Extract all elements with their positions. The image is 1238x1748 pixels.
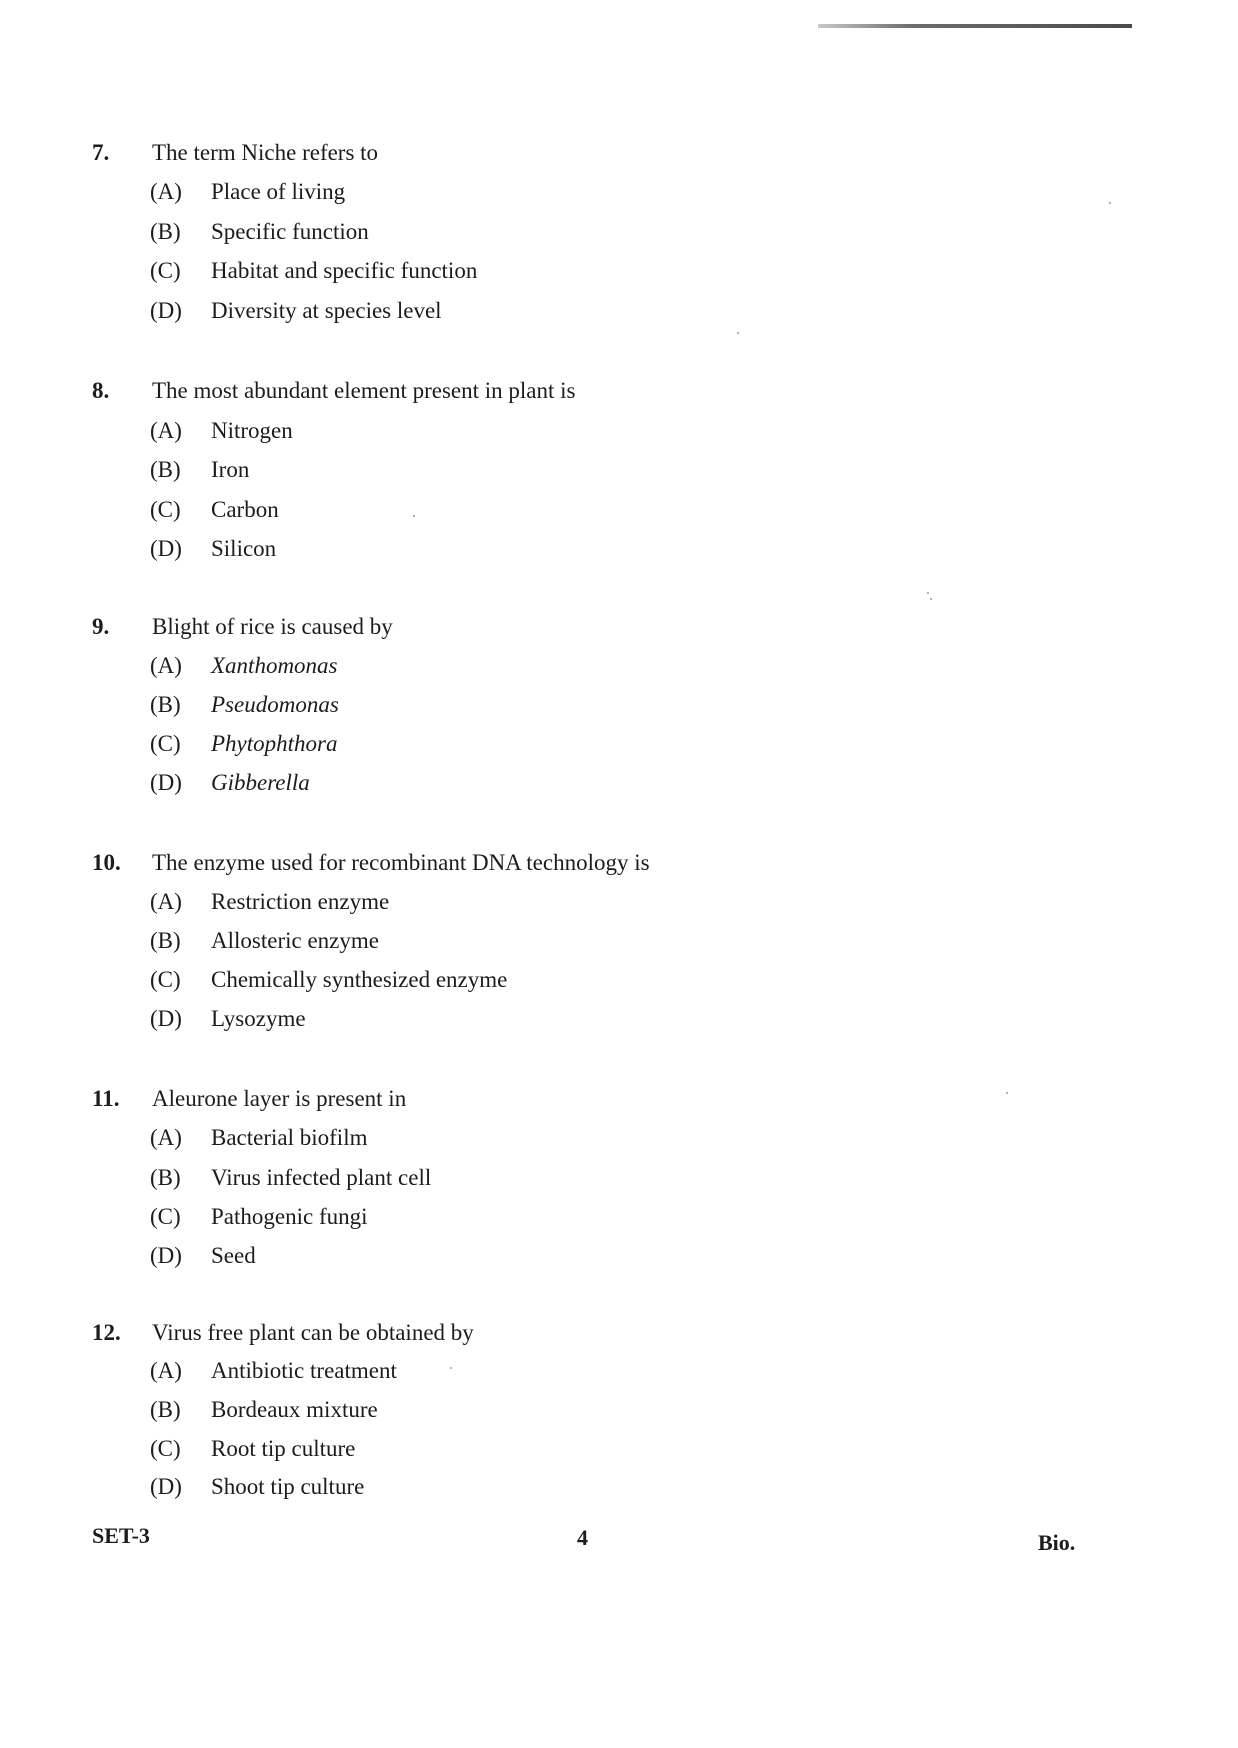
scan-speck (450, 1367, 452, 1369)
option-letter: (D) (150, 298, 182, 323)
option-a (0, 179, 900, 209)
option-text: Pathogenic fungi (211, 1204, 368, 1229)
option-d (0, 1006, 900, 1036)
option-a (0, 653, 900, 683)
option-text: Bacterial biofilm (211, 1125, 368, 1150)
footer-subject: Bio. (1038, 1530, 1076, 1555)
question-text: Blight of rice is caused by (152, 614, 393, 639)
option-letter: (A) (150, 1125, 182, 1150)
footer-page-number: 4 (577, 1525, 588, 1550)
option-b (0, 1165, 900, 1195)
option-letter: (A) (150, 889, 182, 914)
question-text: The term Niche refers to (152, 140, 379, 165)
option-text: Virus infected plant cell (211, 1165, 432, 1190)
option-text: Lysozyme (211, 1006, 306, 1031)
option-text: Shoot tip culture (211, 1474, 365, 1499)
option-text: Pseudomonas (211, 692, 339, 717)
question-number: 11. (92, 1086, 120, 1111)
option-a (0, 889, 900, 919)
option-d (0, 770, 900, 800)
option-letter: (D) (150, 536, 182, 561)
option-letter: (A) (150, 1358, 182, 1383)
scan-speck (930, 598, 932, 600)
scan-speck (1006, 1092, 1008, 1094)
question-number: 8. (92, 378, 110, 403)
option-letter: (D) (150, 1474, 182, 1499)
option-text: Gibberella (211, 770, 310, 795)
option-letter: (B) (150, 457, 181, 482)
option-letter: (C) (150, 497, 181, 522)
option-text: Nitrogen (211, 418, 293, 443)
option-b (0, 1397, 900, 1427)
option-text: Allosteric enzyme (211, 928, 379, 953)
option-letter: (C) (150, 967, 181, 992)
option-text: Iron (211, 457, 250, 482)
option-text: Place of living (211, 179, 346, 204)
option-text: Silicon (211, 536, 277, 561)
option-letter: (D) (150, 770, 182, 795)
option-text: Root tip culture (211, 1436, 356, 1461)
option-text: Phytophthora (211, 731, 338, 756)
question-text: Virus free plant can be obtained by (152, 1320, 474, 1345)
option-text: Specific function (211, 219, 369, 244)
question-number: 10. (92, 850, 121, 875)
option-b (0, 219, 900, 249)
option-c (0, 497, 900, 527)
option-d (0, 1474, 900, 1504)
option-d (0, 1243, 900, 1273)
option-letter: (C) (150, 1436, 181, 1461)
scan-speck (1109, 202, 1111, 204)
option-letter: (B) (150, 219, 181, 244)
scan-speck (737, 332, 739, 334)
option-letter: (A) (150, 418, 182, 443)
footer-set-code: SET-3 (92, 1523, 150, 1548)
option-c (0, 1436, 900, 1466)
option-text: Bordeaux mixture (211, 1397, 378, 1422)
question-text: The most abundant element present in plant is (152, 378, 576, 403)
option-letter: (A) (150, 653, 182, 678)
option-letter: (D) (150, 1006, 182, 1031)
top-rule (818, 24, 1132, 28)
option-text: Carbon (211, 497, 279, 522)
option-text: Diversity at species level (211, 298, 442, 323)
option-text: Chemically synthesized enzyme (211, 967, 508, 992)
option-text: Seed (211, 1243, 256, 1268)
option-d (0, 298, 900, 328)
option-letter: (B) (150, 692, 181, 717)
option-c (0, 967, 900, 997)
option-b (0, 692, 900, 722)
option-text: Antibiotic treatment (211, 1358, 397, 1383)
option-a (0, 418, 900, 448)
question-text: Aleurone layer is present in (152, 1086, 407, 1111)
scan-speck (413, 515, 415, 517)
option-letter: (D) (150, 1243, 182, 1268)
option-letter: (C) (150, 731, 181, 756)
option-letter: (B) (150, 1165, 181, 1190)
option-c (0, 258, 900, 288)
option-text: Restriction enzyme (211, 889, 390, 914)
option-letter: (B) (150, 1397, 181, 1422)
option-a (0, 1125, 900, 1155)
option-letter: (C) (150, 258, 181, 283)
option-c (0, 731, 900, 761)
option-letter: (C) (150, 1204, 181, 1229)
question-number: 12. (92, 1320, 121, 1345)
option-d (0, 536, 900, 566)
option-b (0, 457, 900, 487)
option-c (0, 1204, 900, 1234)
question-text: The enzyme used for recombinant DNA technology is (152, 850, 650, 875)
option-text: Xanthomonas (211, 653, 338, 678)
option-letter: (A) (150, 179, 182, 204)
option-a (0, 1358, 900, 1388)
option-letter: (B) (150, 928, 181, 953)
option-text: Habitat and specific function (211, 258, 478, 283)
question-number: 7. (92, 140, 110, 165)
option-b (0, 928, 900, 958)
scan-speck (927, 592, 929, 594)
question-number: 9. (92, 614, 110, 639)
